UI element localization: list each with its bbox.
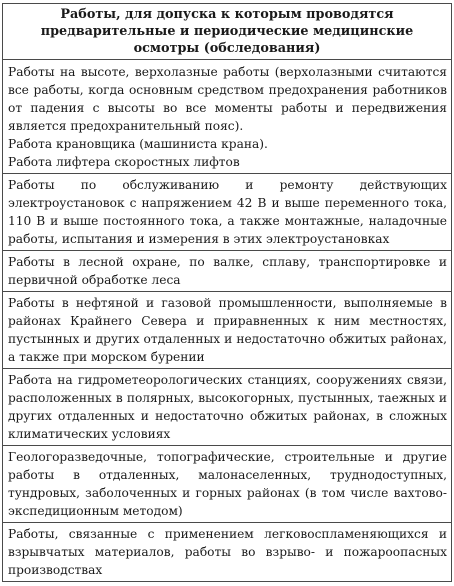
table-header: Работы, для допуска к которым проводятся предварительные и периодические медицинские осмотры (обследования) [3, 4, 452, 60]
table-row [3, 523, 452, 582]
table-header-row [3, 4, 452, 60]
table-row [3, 251, 452, 292]
table-cell: Работы, связанные с применением легковоспламеняющихся и взрывчатых материалов, работы во взрыво- и пожароопасных производствах [3, 523, 452, 582]
table-cell: Работа на гидрометеорологических станциях, сооружениях связи, расположенных в полярных, высокогорных, пустынных, таежных и других отдаленных и недостаточно обжитых районах, в сложных климатических условиях [3, 369, 452, 446]
cell-paragraph: Работа лифтера скоростных лифтов [8, 155, 240, 169]
table-row [3, 446, 452, 523]
table-cell [3, 60, 452, 174]
table-row [3, 60, 452, 174]
cell-paragraph: Работы на высоте, верхолазные работы (верхолазными считаются все работы, когда основным средством предохранения работников от падения с высоты во все моменты работы и передвижения является предохранительный пояс). [8, 65, 447, 133]
table-cell: Геологоразведочные, топографические, строительные и другие работы в отдаленных, малонаселенных, труднодоступных, тундровых, заболоченных и горных районах (в том числе вахтово-экспедиционным методом) [3, 446, 452, 523]
occupations-table [2, 3, 452, 582]
table-row [3, 174, 452, 251]
table-cell: Работы в лесной охране, по валке, сплаву, транспортировке и первичной обработке леса [3, 251, 452, 292]
table-row [3, 369, 452, 446]
cell-paragraph: Работа крановщика (машиниста крана). [8, 137, 268, 151]
table-cell: Работы по обслуживанию и ремонту действующих электроустановок с напряжением 42 В и выше переменного тока, 110 В и выше постоянного тока, а также монтажные, наладочные работы, испытания и измерения в этих электроустановках [3, 174, 452, 251]
table-row [3, 292, 452, 369]
table-cell: Работы в нефтяной и газовой промышленности, выполняемые в районах Крайнего Севера и приравненных к ним местностях, пустынных и других отдаленных и недостаточно обжитых районах, а также при морском бурении [3, 292, 452, 369]
